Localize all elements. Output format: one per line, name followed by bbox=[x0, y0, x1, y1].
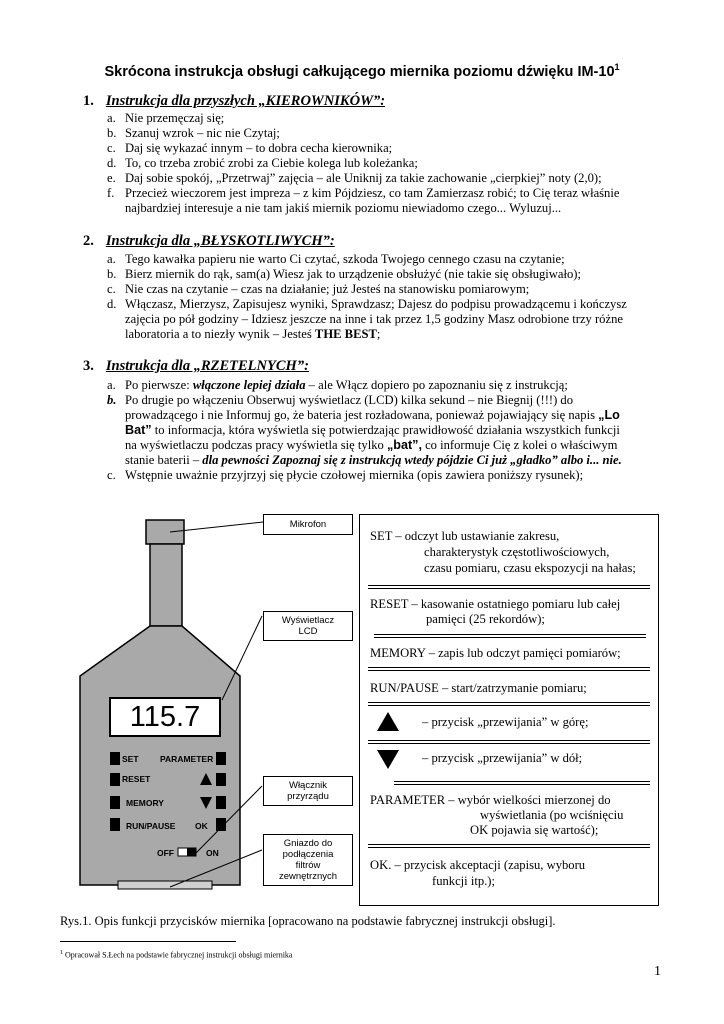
legend-parameter: PARAMETER – wybór wielkości mierzonej do bbox=[370, 793, 611, 807]
list-item: c. Daj się wykazać innym – to dobra cecha kierownika; bbox=[107, 141, 393, 155]
list-item: b. Bierz miernik do rąk, sam(a) Wiesz jak to urządzenie obsłużyć (nie takie się obsługiwało); bbox=[107, 267, 581, 281]
list-item: d. To, co trzeba zrobić zrobi za Ciebie kolega lub koleżanka; bbox=[107, 156, 418, 170]
section1-heading: 1. Instrukcja dla przyszłych „KIEROWNIKÓW”: bbox=[83, 93, 386, 109]
down-button[interactable] bbox=[216, 796, 226, 809]
list-item: c. Nie czas na czytanie – czas na działanie; już Jesteś na stanowisku pomiarowym; bbox=[107, 282, 530, 296]
mikrofon-callout: Mikrofon bbox=[263, 514, 353, 535]
list-item: a. Nie przemęczaj się; bbox=[107, 111, 225, 125]
page-title: Skrócona instrukcja obsługi całkującego miernika poziomu dźwięku $IM-10^1$ bbox=[104, 62, 620, 80]
legend-memory: MEMORY – zapis lub odczyt pamięci pomiarów; bbox=[370, 646, 621, 660]
list-item: f. Przecież wieczorem jest impreza – z kim Pójdziesz, co tam Zamierzasz robić; to Cię teraz właśnie bbox=[107, 186, 620, 200]
section3-heading: 3. Instrukcja dla „RZETELNYCH”: bbox=[83, 358, 309, 374]
list-item: b. Szanuj wzrok – nic nie Czytaj; bbox=[107, 126, 280, 140]
off-label: OFF bbox=[157, 848, 174, 858]
up-button[interactable] bbox=[216, 773, 226, 786]
section2-list: a. Tego kawałka papieru nie warto Ci czytać, szkoda Twojego cennego czasu na czytanie; b. Bierz miernik do rąk, sam(a) Wiesz jak to urządzenie obsłużyć (nie takie się obsługiwało); c. Nie czas na czytanie – czas na działanie; już Jesteś na stanowisku pomiarowym; d. Włączasz, Mierzysz, Zapisujesz wyniki, Sprawdzasz; Dajesz do podpisu prowadzącemu i kończysz zajęcia po pół godziny – Idziesz jeszcze na inne i tak przez 1,5 godziny Masz odrobione trzy różne laboratoria a to niezły wynik – Jesteś THE BEST; bbox=[107, 252, 667, 342]
up-arrow-icon bbox=[376, 711, 400, 733]
switch-callout: Włącznik przyrządu bbox=[263, 776, 353, 806]
figure-caption: Rys.1. Opis funkcji przycisków miernika [opracowano na podstawie fabrycznej instrukcji obsługi]. bbox=[60, 914, 556, 928]
legend-down: – przycisk „przewijania” w dół; bbox=[422, 751, 583, 765]
legend-reset: RESET – kasowanie ostatniego pomiaru lub całej bbox=[370, 597, 621, 611]
reset-button[interactable] bbox=[110, 773, 120, 786]
on-label: ON bbox=[206, 848, 219, 858]
memory-label: MEMORY bbox=[126, 798, 164, 808]
list-item: e. Daj sobie spokój, „Przetrwaj” zajęcia – ale Uniknij za takie zachowanie „cierpkiej” noty (2,0); bbox=[107, 171, 602, 185]
reset-label: RESET bbox=[122, 774, 151, 784]
ok-label: OK bbox=[195, 821, 208, 831]
set-label: SET bbox=[122, 754, 139, 764]
section1-list bbox=[107, 111, 667, 216]
parameter-label: PARAMETER bbox=[160, 754, 214, 764]
legend-ok: OK. – przycisk akceptacji (zapisu, wyboru bbox=[370, 858, 586, 872]
legend-set: SET – odczyt lub ustawianie zakresu, bbox=[370, 529, 560, 543]
runpause-label: RUN/PAUSE bbox=[126, 821, 176, 831]
legend-box: SET – odczyt lub ustawianie zakresu, charakterystyk częstotliwościowych, czasu pomiaru, czasu ekspozycji na hałas; RESET – kasowanie ostatniego pomiaru lub całej pamięci (25 rekordów); MEMORY – zapis lub odczyt pamięci pomiarów; RUN/PAUSE – start/zatrzymanie pomiaru; – przycisk „przewijania” w górę; – przycisk „przewijania” w dół; PARAMETER – wybór wielkości mierzonej do wyświetlania (po wciśnięciu OK pojawia się wartość); OK. – przycisk akceptacji (zapisu, wyboru funkcji itp.); bbox=[359, 514, 659, 906]
list-item: d. Włączasz, Mierzysz, Zapisujesz wyniki, Sprawdzasz; Dajesz do podpisu prowadzącemu i kończysz bbox=[107, 297, 627, 311]
parameter-button[interactable] bbox=[216, 752, 226, 765]
lcd-callout: Wyświetlacz LCD bbox=[263, 611, 353, 641]
section2-heading: 2. Instrukcja dla „BŁYSKOTLIWYCH”: bbox=[83, 233, 335, 249]
list-item: a. Po pierwsze: włączone lepiej działa – ale Włącz dopiero po zapoznaniu się z instrukcją; bbox=[107, 378, 568, 392]
list-item-cont: najbardziej interesuje a nie tam jakiś miernik poziomu niewiadomo czego... Wyluzuj... bbox=[125, 201, 562, 215]
set-button[interactable] bbox=[110, 752, 120, 765]
list-item: c. Wstępnie uważnie przyjrzyj się płycie czołowej miernika (opis zawiera poniższy rysunek); bbox=[107, 468, 584, 482]
runpause-button[interactable] bbox=[110, 818, 120, 831]
footnote: $^1$ Opracował S.Łech na podstawie fabrycznej instrukcji obsługi miernika bbox=[60, 950, 293, 960]
list-item: a. Tego kawałka papieru nie warto Ci czytać, szkoda Twojego cennego czasu na czytanie; bbox=[107, 252, 565, 266]
down-arrow-icon bbox=[376, 749, 400, 771]
footnote-rule bbox=[60, 941, 236, 942]
socket-callout: Gniazdo do podłączenia filtrów zewnętrznych bbox=[263, 834, 353, 886]
ok-button[interactable] bbox=[216, 818, 226, 831]
list-item: b. Po drugie po włączeniu Obserwuj wyświetlacz (LCD) kilka sekund – nie Biegnij (!!!) do bbox=[107, 393, 574, 407]
section3-list: a. Po pierwsze: włączone lepiej działa – ale Włącz dopiero po zapoznaniu się z instrukcją; b. Po drugie po włączeniu Obserwuj wyświetlacz (LCD) kilka sekund – nie Biegnij (!!!) do prowadzącego i nie Informuj go, że bateria jest rozładowana, ponieważ pojawiający się napis „Lo Bat” to informacja, która wyświetla się potwierdzając prawidłowość działania wszystkich funkcji na wyświetlaczu podczas pracy wyświetla się tylko „bat”, co informuje Cię z kolei o właściwym stanie baterii – dla pewności Zapoznaj się z instrukcją wtedy pójdzie Ci już „gładko” albo i... nie. c. Wstępnie uważnie przyjrzyj się płycie czołowej miernika (opis zawiera poniższy rysunek); bbox=[107, 378, 667, 483]
lcd-value: 115.7 bbox=[129, 701, 201, 733]
memory-button[interactable] bbox=[110, 796, 120, 809]
legend-up: – przycisk „przewijania” w górę; bbox=[422, 715, 589, 729]
legend-run: RUN/PAUSE – start/zatrzymanie pomiaru; bbox=[370, 681, 587, 695]
page-number: 1 bbox=[654, 964, 661, 979]
